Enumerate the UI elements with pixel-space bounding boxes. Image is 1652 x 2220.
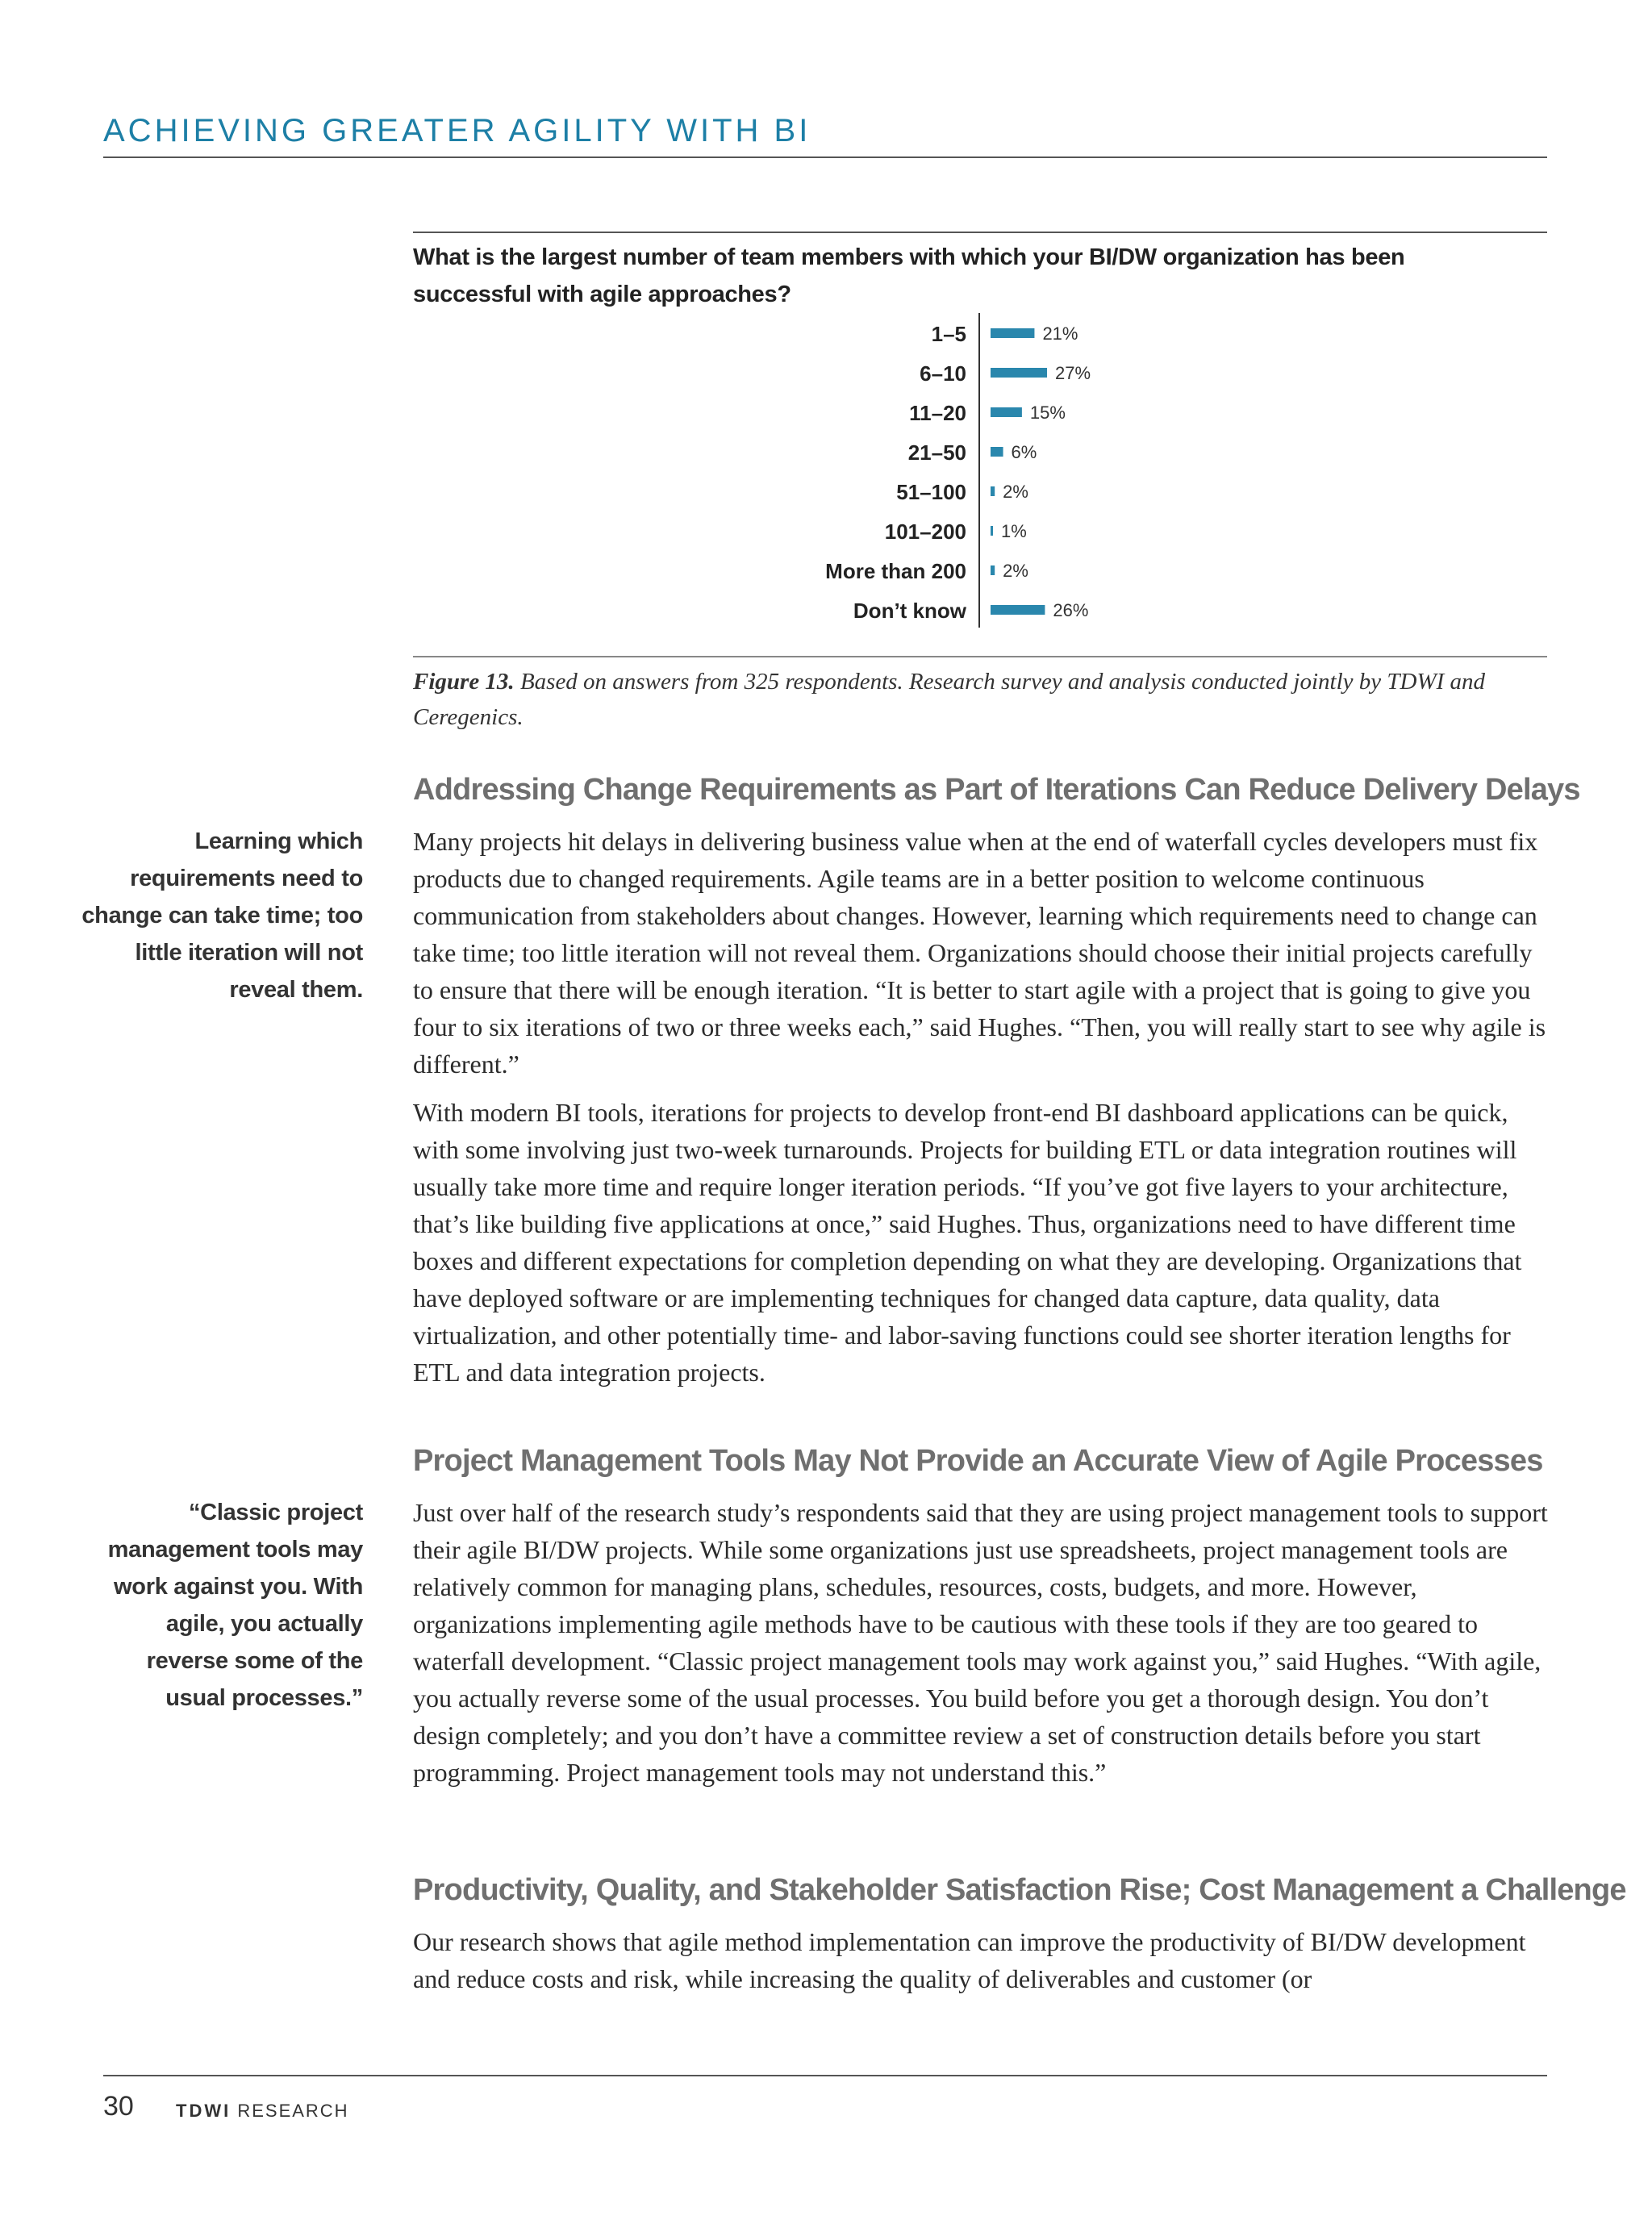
category-label: 101–200 bbox=[884, 520, 966, 544]
category-label: 6–10 bbox=[920, 361, 966, 386]
category-label: More than 200 bbox=[825, 559, 966, 583]
page-number: 30 bbox=[103, 2091, 134, 2122]
category-label: 11–20 bbox=[909, 401, 966, 425]
category-label: 51–100 bbox=[896, 480, 966, 504]
section-body-project-management bbox=[413, 1494, 1550, 1802]
bar bbox=[991, 328, 1034, 338]
category-label: 21–50 bbox=[907, 440, 966, 465]
footer-rule bbox=[103, 2075, 1547, 2076]
bar bbox=[991, 447, 1003, 457]
value-label: 6% bbox=[1011, 442, 1037, 462]
bar bbox=[991, 565, 995, 575]
paragraph: Just over half of the research study’s respondents said that they are using project management tools to support their agile BI/DW projects. While some organizations just use spreadsheets, project management tools are relatively common for managing plans, schedules, resources, costs, budgets, and more. However, organizations implementing agile methods have to be cautious with these tools if they are too geared to waterfall development. “Classic project management tools may work against you,” said Hughes. “With agile, you actually reverse some of the usual processes. You build before you get a thorough design. You don’t design completely; and you don’t have a committee review a set of construction details before you start programming. Project management tools may not understand this.” bbox=[413, 1498, 1548, 1787]
value-label: 2% bbox=[1003, 561, 1028, 581]
value-label: 27% bbox=[1055, 363, 1091, 383]
category-label: 1–5 bbox=[931, 322, 966, 346]
running-header-title: ACHIEVING GREATER AGILITY WITH BI bbox=[103, 113, 811, 148]
value-label: 21% bbox=[1042, 323, 1078, 344]
value-label: 15% bbox=[1029, 403, 1066, 423]
pullquote-classic-tools: “Classic project management tools may work against you. With agile, you actually reverse some of the usual processes.” bbox=[107, 1500, 363, 1711]
category-label: Don’t know bbox=[853, 599, 966, 623]
tdwi-research-logo bbox=[176, 2101, 349, 2122]
bar-chart bbox=[0, 0, 1652, 645]
figure-bottom-rule bbox=[413, 656, 1547, 657]
section-heading-project-management: Project Management Tools May Not Provide an Accurate View of Agile Processes bbox=[413, 1444, 1543, 1478]
bar bbox=[991, 368, 1047, 378]
value-label: 2% bbox=[1003, 482, 1028, 502]
bar bbox=[991, 407, 1022, 417]
value-label: 1% bbox=[1001, 521, 1027, 541]
pullquote-learning: Learning which requirements need to change can take time; too little iteration will not reveal them. bbox=[81, 828, 363, 1003]
section-body-productivity bbox=[413, 1923, 1550, 2009]
figure-caption bbox=[413, 664, 1534, 735]
brand-bold: TDWI bbox=[176, 2101, 232, 2121]
section-heading-productivity: Productivity, Quality, and Stakeholder Satisfaction Rise; Cost Management a Challenge bbox=[413, 1873, 1626, 1907]
value-label: 26% bbox=[1053, 600, 1089, 620]
paragraph: Our research shows that agile method implementation can improve the productivity of BI/DW development and reduce costs and risk, while increasing the quality of deliverables and customer (or bbox=[413, 1927, 1526, 1993]
bar bbox=[991, 605, 1045, 615]
paragraph: Many projects hit delays in delivering business value when at the end of waterfall cycles developers must fix products due to changed requirements. Agile teams are in a better position to welcome continuous communication from stakeholders about changes. However, learning which requirements need to change can take time; too little iteration will not reveal them. Organizations should choose their initial projects carefully to ensure that there will be enough iteration. “It is better to start agile with a project that is going to give you four to six iterations of two or three weeks each,” said Hughes. “Then, you will really start to see why agile is different.” bbox=[413, 827, 1546, 1079]
figure-caption-label: Figure 13. bbox=[413, 669, 515, 695]
bar bbox=[991, 486, 995, 496]
figure-question: What is the largest number of team members with which your BI/DW organization has been successful with agile approaches? bbox=[413, 244, 1405, 307]
section-body-change-requirements bbox=[413, 823, 1550, 1402]
figure-caption-text: Based on answers from 325 respondents. Research survey and analysis conducted jointly by TDWI and Ceregenics. bbox=[413, 669, 1486, 730]
bar bbox=[991, 526, 993, 536]
paragraph: With modern BI tools, iterations for projects to develop front-end BI dashboard applications can be quick, with some involving just two-week turnarounds. Projects for building ETL or data integration routines will usually take more time and require longer iteration periods. “If you’ve got five layers to your architecture, that’s like building five applications at once,” said Hughes. Thus, organizations need to have different time boxes and different expectations for completion depending on what they are developing. Organizations that have deployed software or are implementing techniques for changed data capture, data quality, data virtualization, and other potentially time- and labor-saving functions could see shorter iteration lengths for ETL and data integration projects. bbox=[413, 1098, 1522, 1387]
section-heading-change-requirements: Addressing Change Requirements as Part of Iterations Can Reduce Delivery Delays bbox=[413, 773, 1580, 807]
brand-rest: RESEARCH bbox=[237, 2101, 349, 2121]
